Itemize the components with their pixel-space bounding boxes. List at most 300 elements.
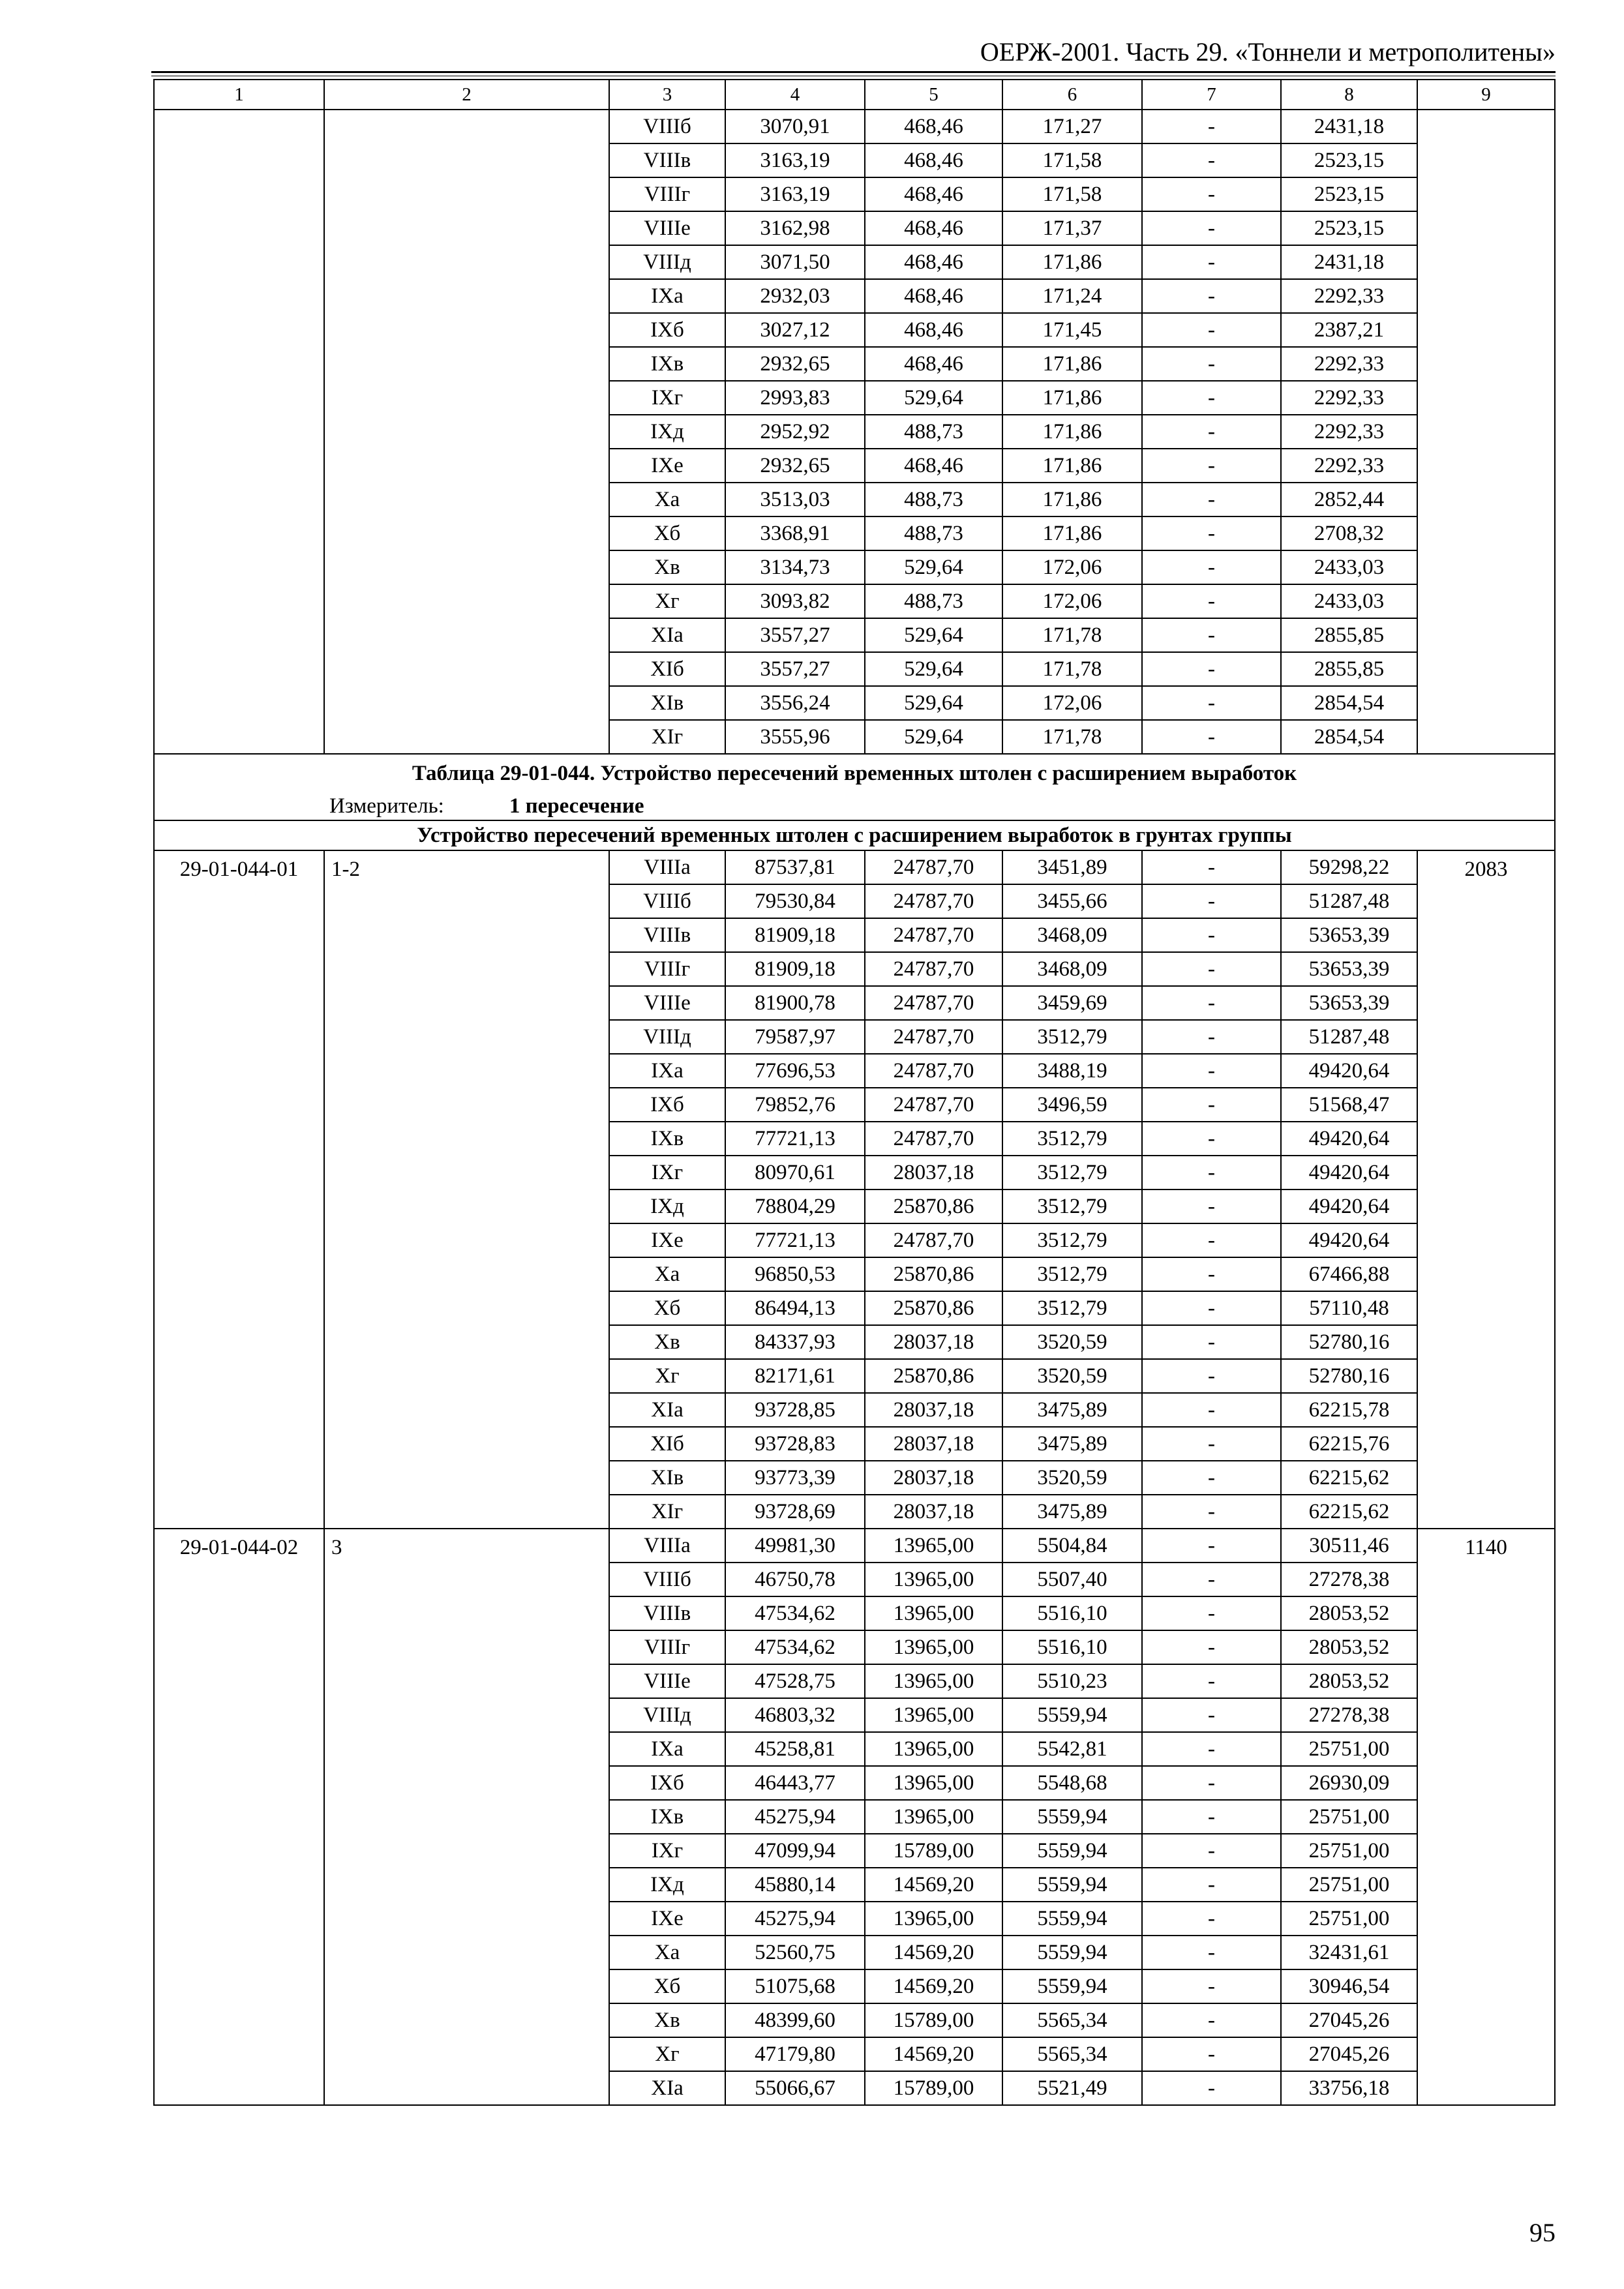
direct-costs-cell: 45258,81 xyxy=(725,1732,865,1766)
ground-class-cell: Xб xyxy=(609,516,725,550)
direct-costs-cell: 2952,92 xyxy=(725,415,865,449)
ground-class-cell: VIIIб xyxy=(609,110,725,143)
drivers-wages-cell: - xyxy=(1142,245,1281,279)
materials-cell: 53653,39 xyxy=(1281,918,1417,952)
drivers-wages-cell: - xyxy=(1142,884,1281,918)
materials-cell: 25751,00 xyxy=(1281,1834,1417,1868)
machinery-cell: 5510,23 xyxy=(1002,1664,1142,1698)
drivers-wages-cell: - xyxy=(1142,1122,1281,1156)
materials-cell: 2523,15 xyxy=(1281,211,1417,245)
machinery-cell: 171,78 xyxy=(1002,720,1142,754)
direct-costs-cell: 93728,85 xyxy=(725,1393,865,1427)
wages-cell: 13965,00 xyxy=(865,1732,1002,1766)
column-number-cell: 7 xyxy=(1142,80,1281,110)
direct-costs-cell: 77721,13 xyxy=(725,1122,865,1156)
materials-cell: 53653,39 xyxy=(1281,986,1417,1020)
direct-costs-cell: 2932,65 xyxy=(725,347,865,381)
header-rule-thick xyxy=(151,71,1556,73)
wages-cell: 24787,70 xyxy=(865,952,1002,986)
drivers-wages-cell: - xyxy=(1142,1834,1281,1868)
direct-costs-cell: 81909,18 xyxy=(725,952,865,986)
drivers-wages-cell: - xyxy=(1142,2003,1281,2037)
drivers-wages-cell: - xyxy=(1142,177,1281,211)
materials-cell: 2523,15 xyxy=(1281,143,1417,177)
materials-cell: 2854,54 xyxy=(1281,686,1417,720)
wages-cell: 468,46 xyxy=(865,211,1002,245)
machinery-cell: 3512,79 xyxy=(1002,1223,1142,1257)
machinery-cell: 3475,89 xyxy=(1002,1495,1142,1529)
machinery-cell: 5565,34 xyxy=(1002,2037,1142,2071)
materials-cell: 25751,00 xyxy=(1281,1902,1417,1936)
direct-costs-cell: 77696,53 xyxy=(725,1054,865,1088)
drivers-wages-cell: - xyxy=(1142,1529,1281,1563)
materials-cell: 30946,54 xyxy=(1281,1969,1417,2003)
drivers-wages-cell: - xyxy=(1142,1291,1281,1325)
materials-cell: 52780,16 xyxy=(1281,1325,1417,1359)
drivers-wages-cell: - xyxy=(1142,381,1281,415)
direct-costs-cell: 47534,62 xyxy=(725,1596,865,1630)
direct-costs-cell: 81900,78 xyxy=(725,986,865,1020)
ground-class-cell: Xа xyxy=(609,1936,725,1969)
ground-class-cell: VIIIб xyxy=(609,1563,725,1596)
machinery-cell: 3512,79 xyxy=(1002,1257,1142,1291)
direct-costs-cell: 45275,94 xyxy=(725,1800,865,1834)
materials-cell: 2292,33 xyxy=(1281,279,1417,313)
materials-cell: 25751,00 xyxy=(1281,1800,1417,1834)
ground-class-cell: IXб xyxy=(609,1088,725,1122)
machinery-cell: 171,58 xyxy=(1002,177,1142,211)
unit-value: 1 пересечение xyxy=(509,794,644,818)
direct-costs-cell: 93773,39 xyxy=(725,1461,865,1495)
ground-class-cell: XIг xyxy=(609,1495,725,1529)
table-title: Таблица 29-01-044. Устройство пересечений временных штолен с расширением выработок xyxy=(154,754,1555,792)
materials-cell: 2433,03 xyxy=(1281,550,1417,584)
ground-class-cell: XIв xyxy=(609,686,725,720)
wages-cell: 28037,18 xyxy=(865,1393,1002,1427)
wages-cell: 14569,20 xyxy=(865,1936,1002,1969)
ground-group-cell: 3 xyxy=(324,1529,609,2105)
direct-costs-cell: 87537,81 xyxy=(725,850,865,884)
ground-class-cell: VIIIа xyxy=(609,850,725,884)
machinery-cell: 172,06 xyxy=(1002,686,1142,720)
direct-costs-cell: 45880,14 xyxy=(725,1868,865,1902)
drivers-wages-cell: - xyxy=(1142,1630,1281,1664)
drivers-wages-cell: - xyxy=(1142,143,1281,177)
drivers-wages-cell: - xyxy=(1142,1800,1281,1834)
ground-class-cell: VIIIг xyxy=(609,177,725,211)
machinery-cell: 5565,34 xyxy=(1002,2003,1142,2037)
wages-cell: 14569,20 xyxy=(865,1868,1002,1902)
direct-costs-cell: 47528,75 xyxy=(725,1664,865,1698)
machinery-cell: 5516,10 xyxy=(1002,1630,1142,1664)
machinery-cell: 171,86 xyxy=(1002,381,1142,415)
ground-class-cell: Xа xyxy=(609,1257,725,1291)
direct-costs-cell: 3513,03 xyxy=(725,483,865,516)
materials-cell: 28053,52 xyxy=(1281,1596,1417,1630)
drivers-wages-cell: - xyxy=(1142,449,1281,483)
wages-cell: 24787,70 xyxy=(865,1054,1002,1088)
drivers-wages-cell: - xyxy=(1142,313,1281,347)
machinery-cell: 3512,79 xyxy=(1002,1291,1142,1325)
wages-cell: 468,46 xyxy=(865,347,1002,381)
column-number-cell: 6 xyxy=(1002,80,1142,110)
wages-cell: 13965,00 xyxy=(865,1563,1002,1596)
direct-costs-cell: 79587,97 xyxy=(725,1020,865,1054)
ground-class-cell: XIа xyxy=(609,2071,725,2105)
rates-table-body xyxy=(154,80,1555,2105)
machinery-cell: 171,86 xyxy=(1002,347,1142,381)
materials-cell: 2523,15 xyxy=(1281,177,1417,211)
drivers-wages-cell: - xyxy=(1142,2071,1281,2105)
direct-costs-cell: 78804,29 xyxy=(725,1189,865,1223)
ground-class-cell: Xг xyxy=(609,2037,725,2071)
rate-code-cell: 29-01-044-01 xyxy=(154,850,324,1529)
materials-cell: 53653,39 xyxy=(1281,952,1417,986)
ground-class-cell: Xв xyxy=(609,550,725,584)
direct-costs-cell: 2993,83 xyxy=(725,381,865,415)
labor-cell xyxy=(1417,110,1555,754)
materials-cell: 2433,03 xyxy=(1281,584,1417,618)
machinery-cell: 171,86 xyxy=(1002,415,1142,449)
direct-costs-cell: 55066,67 xyxy=(725,2071,865,2105)
drivers-wages-cell: - xyxy=(1142,1189,1281,1223)
direct-costs-cell: 52560,75 xyxy=(725,1936,865,1969)
machinery-cell: 172,06 xyxy=(1002,550,1142,584)
direct-costs-cell: 3163,19 xyxy=(725,177,865,211)
machinery-cell: 171,24 xyxy=(1002,279,1142,313)
direct-costs-cell: 3557,27 xyxy=(725,618,865,652)
running-header: ОЕРЖ-2001. Часть 29. «Тоннели и метрополитены» xyxy=(980,37,1556,67)
wages-cell: 25870,86 xyxy=(865,1189,1002,1223)
ground-class-cell: IXа xyxy=(609,1054,725,1088)
ground-class-cell: Xб xyxy=(609,1969,725,2003)
direct-costs-cell: 81909,18 xyxy=(725,918,865,952)
machinery-cell: 171,78 xyxy=(1002,652,1142,686)
direct-costs-cell: 48399,60 xyxy=(725,2003,865,2037)
drivers-wages-cell: - xyxy=(1142,1393,1281,1427)
wages-cell: 24787,70 xyxy=(865,1088,1002,1122)
wages-cell: 488,73 xyxy=(865,415,1002,449)
materials-cell: 33756,18 xyxy=(1281,2071,1417,2105)
ground-group-cell xyxy=(324,110,609,754)
direct-costs-cell: 96850,53 xyxy=(725,1257,865,1291)
machinery-cell: 5559,94 xyxy=(1002,1834,1142,1868)
materials-cell: 25751,00 xyxy=(1281,1732,1417,1766)
materials-cell: 2292,33 xyxy=(1281,347,1417,381)
ground-class-cell: XIб xyxy=(609,1427,725,1461)
drivers-wages-cell: - xyxy=(1142,1698,1281,1732)
drivers-wages-cell: - xyxy=(1142,918,1281,952)
materials-cell: 26930,09 xyxy=(1281,1766,1417,1800)
wages-cell: 529,64 xyxy=(865,720,1002,754)
machinery-cell: 5504,84 xyxy=(1002,1529,1142,1563)
ground-class-cell: IXа xyxy=(609,279,725,313)
labor-cell: 2083 xyxy=(1417,850,1555,1529)
machinery-cell: 3512,79 xyxy=(1002,1156,1142,1189)
ground-class-cell: VIIIа xyxy=(609,1529,725,1563)
machinery-cell: 3459,69 xyxy=(1002,986,1142,1020)
wages-cell: 14569,20 xyxy=(865,2037,1002,2071)
drivers-wages-cell: - xyxy=(1142,584,1281,618)
rate-code-cell: 29-01-044-02 xyxy=(154,1529,324,2105)
ground-class-cell: XIа xyxy=(609,1393,725,1427)
ground-class-cell: Xб xyxy=(609,1291,725,1325)
wages-cell: 24787,70 xyxy=(865,884,1002,918)
drivers-wages-cell: - xyxy=(1142,1461,1281,1495)
direct-costs-cell: 3163,19 xyxy=(725,143,865,177)
direct-costs-cell: 86494,13 xyxy=(725,1291,865,1325)
wages-cell: 468,46 xyxy=(865,143,1002,177)
materials-cell: 2431,18 xyxy=(1281,110,1417,143)
drivers-wages-cell: - xyxy=(1142,1223,1281,1257)
direct-costs-cell: 49981,30 xyxy=(725,1529,865,1563)
materials-cell: 25751,00 xyxy=(1281,1868,1417,1902)
ground-class-cell: IXд xyxy=(609,1868,725,1902)
drivers-wages-cell: - xyxy=(1142,1563,1281,1596)
materials-cell: 28053,52 xyxy=(1281,1664,1417,1698)
wages-cell: 24787,70 xyxy=(865,1020,1002,1054)
direct-costs-cell: 3557,27 xyxy=(725,652,865,686)
materials-cell: 51568,47 xyxy=(1281,1088,1417,1122)
ground-class-cell: IXв xyxy=(609,1122,725,1156)
materials-cell: 2431,18 xyxy=(1281,245,1417,279)
drivers-wages-cell: - xyxy=(1142,483,1281,516)
machinery-cell: 171,86 xyxy=(1002,516,1142,550)
column-number-cell: 5 xyxy=(865,80,1002,110)
table-row xyxy=(154,850,1555,884)
drivers-wages-cell: - xyxy=(1142,1969,1281,2003)
drivers-wages-cell: - xyxy=(1142,1868,1281,1902)
machinery-cell: 3488,19 xyxy=(1002,1054,1142,1088)
machinery-cell: 5548,68 xyxy=(1002,1766,1142,1800)
wages-cell: 529,64 xyxy=(865,381,1002,415)
machinery-cell: 171,86 xyxy=(1002,449,1142,483)
materials-cell: 2708,32 xyxy=(1281,516,1417,550)
materials-cell: 28053,52 xyxy=(1281,1630,1417,1664)
wages-cell: 13965,00 xyxy=(865,1698,1002,1732)
machinery-cell: 5559,94 xyxy=(1002,1868,1142,1902)
materials-cell: 62215,78 xyxy=(1281,1393,1417,1427)
drivers-wages-cell: - xyxy=(1142,652,1281,686)
machinery-cell: 3455,66 xyxy=(1002,884,1142,918)
wages-cell: 24787,70 xyxy=(865,1122,1002,1156)
machinery-cell: 5559,94 xyxy=(1002,1969,1142,2003)
wages-cell: 24787,70 xyxy=(865,1223,1002,1257)
machinery-cell: 3520,59 xyxy=(1002,1359,1142,1393)
materials-cell: 62215,62 xyxy=(1281,1461,1417,1495)
machinery-cell: 171,86 xyxy=(1002,245,1142,279)
wages-cell: 468,46 xyxy=(865,449,1002,483)
wages-cell: 468,46 xyxy=(865,279,1002,313)
labor-cell: 1140 xyxy=(1417,1529,1555,2105)
rates-table xyxy=(153,79,1556,2106)
column-number-cell: 1 xyxy=(154,80,324,110)
ground-class-cell: Xг xyxy=(609,584,725,618)
materials-cell: 49420,64 xyxy=(1281,1156,1417,1189)
direct-costs-cell: 77721,13 xyxy=(725,1223,865,1257)
materials-cell: 49420,64 xyxy=(1281,1223,1417,1257)
unit-row xyxy=(154,792,1555,820)
wages-cell: 28037,18 xyxy=(865,1325,1002,1359)
direct-costs-cell: 3071,50 xyxy=(725,245,865,279)
wages-cell: 529,64 xyxy=(865,618,1002,652)
direct-costs-cell: 3134,73 xyxy=(725,550,865,584)
machinery-cell: 5559,94 xyxy=(1002,1698,1142,1732)
ground-class-cell: IXд xyxy=(609,1189,725,1223)
ground-class-cell: IXе xyxy=(609,1902,725,1936)
machinery-cell: 172,06 xyxy=(1002,584,1142,618)
wages-cell: 468,46 xyxy=(865,110,1002,143)
drivers-wages-cell: - xyxy=(1142,986,1281,1020)
machinery-cell: 171,37 xyxy=(1002,211,1142,245)
ground-class-cell: VIIIг xyxy=(609,1630,725,1664)
table-row xyxy=(154,110,1555,143)
table-row xyxy=(154,1529,1555,1563)
ground-class-cell: VIIIд xyxy=(609,1698,725,1732)
drivers-wages-cell: - xyxy=(1142,1766,1281,1800)
drivers-wages-cell: - xyxy=(1142,1936,1281,1969)
direct-costs-cell: 84337,93 xyxy=(725,1325,865,1359)
drivers-wages-cell: - xyxy=(1142,1596,1281,1630)
drivers-wages-cell: - xyxy=(1142,1359,1281,1393)
materials-cell: 30511,46 xyxy=(1281,1529,1417,1563)
machinery-cell: 5559,94 xyxy=(1002,1800,1142,1834)
machinery-cell: 3451,89 xyxy=(1002,850,1142,884)
machinery-cell: 5559,94 xyxy=(1002,1936,1142,1969)
ground-class-cell: XIг xyxy=(609,720,725,754)
direct-costs-cell: 93728,69 xyxy=(725,1495,865,1529)
materials-cell: 2292,33 xyxy=(1281,449,1417,483)
machinery-cell: 3475,89 xyxy=(1002,1427,1142,1461)
drivers-wages-cell: - xyxy=(1142,1088,1281,1122)
materials-cell: 62215,76 xyxy=(1281,1427,1417,1461)
materials-cell: 59298,22 xyxy=(1281,850,1417,884)
ground-class-cell: IXа xyxy=(609,1732,725,1766)
materials-cell: 49420,64 xyxy=(1281,1189,1417,1223)
drivers-wages-cell: - xyxy=(1142,1902,1281,1936)
direct-costs-cell: 93728,83 xyxy=(725,1427,865,1461)
materials-cell: 67466,88 xyxy=(1281,1257,1417,1291)
wages-cell: 13965,00 xyxy=(865,1664,1002,1698)
ground-class-cell: VIIIе xyxy=(609,1664,725,1698)
drivers-wages-cell: - xyxy=(1142,1020,1281,1054)
ground-class-cell: Xв xyxy=(609,1325,725,1359)
wages-cell: 468,46 xyxy=(865,245,1002,279)
direct-costs-cell: 3027,12 xyxy=(725,313,865,347)
materials-cell: 2852,44 xyxy=(1281,483,1417,516)
machinery-cell: 3475,89 xyxy=(1002,1393,1142,1427)
ground-class-cell: VIIIе xyxy=(609,211,725,245)
wages-cell: 529,64 xyxy=(865,652,1002,686)
ground-class-cell: IXб xyxy=(609,1766,725,1800)
ground-class-cell: Xг xyxy=(609,1359,725,1393)
direct-costs-cell: 3368,91 xyxy=(725,516,865,550)
materials-cell: 51287,48 xyxy=(1281,1020,1417,1054)
drivers-wages-cell: - xyxy=(1142,1427,1281,1461)
direct-costs-cell: 45275,94 xyxy=(725,1902,865,1936)
machinery-cell: 3468,09 xyxy=(1002,952,1142,986)
wages-cell: 14569,20 xyxy=(865,1969,1002,2003)
materials-cell: 2854,54 xyxy=(1281,720,1417,754)
wages-cell: 13965,00 xyxy=(865,1766,1002,1800)
wages-cell: 28037,18 xyxy=(865,1495,1002,1529)
ground-class-cell: IXе xyxy=(609,449,725,483)
unit-cell xyxy=(154,792,1555,820)
drivers-wages-cell: - xyxy=(1142,850,1281,884)
machinery-cell: 3512,79 xyxy=(1002,1189,1142,1223)
column-number-cell: 2 xyxy=(324,80,609,110)
wages-cell: 25870,86 xyxy=(865,1359,1002,1393)
page-number: 95 xyxy=(1529,2218,1556,2247)
materials-cell: 2292,33 xyxy=(1281,381,1417,415)
ground-class-cell: Xв xyxy=(609,2003,725,2037)
direct-costs-cell: 3555,96 xyxy=(725,720,865,754)
drivers-wages-cell: - xyxy=(1142,1325,1281,1359)
wages-cell: 13965,00 xyxy=(865,1902,1002,1936)
wages-cell: 488,73 xyxy=(865,483,1002,516)
machinery-cell: 5542,81 xyxy=(1002,1732,1142,1766)
machinery-cell: 3520,59 xyxy=(1002,1325,1142,1359)
direct-costs-cell: 3070,91 xyxy=(725,110,865,143)
machinery-cell: 5559,94 xyxy=(1002,1902,1142,1936)
materials-cell: 49420,64 xyxy=(1281,1122,1417,1156)
direct-costs-cell: 46803,32 xyxy=(725,1698,865,1732)
ground-class-cell: VIIIд xyxy=(609,245,725,279)
ground-class-cell: VIIIв xyxy=(609,1596,725,1630)
direct-costs-cell: 47099,94 xyxy=(725,1834,865,1868)
wages-cell: 15789,00 xyxy=(865,2071,1002,2105)
drivers-wages-cell: - xyxy=(1142,1054,1281,1088)
drivers-wages-cell: - xyxy=(1142,2037,1281,2071)
wages-cell: 24787,70 xyxy=(865,918,1002,952)
materials-cell: 32431,61 xyxy=(1281,1936,1417,1969)
materials-cell: 57110,48 xyxy=(1281,1291,1417,1325)
ground-class-cell: VIIIв xyxy=(609,143,725,177)
direct-costs-cell: 46750,78 xyxy=(725,1563,865,1596)
drivers-wages-cell: - xyxy=(1142,550,1281,584)
wages-cell: 468,46 xyxy=(865,177,1002,211)
drivers-wages-cell: - xyxy=(1142,279,1281,313)
materials-cell: 27045,26 xyxy=(1281,2037,1417,2071)
drivers-wages-cell: - xyxy=(1142,1495,1281,1529)
drivers-wages-cell: - xyxy=(1142,720,1281,754)
table-title-row xyxy=(154,754,1555,792)
direct-costs-cell: 51075,68 xyxy=(725,1969,865,2003)
direct-costs-cell: 47534,62 xyxy=(725,1630,865,1664)
ground-class-cell: XIа xyxy=(609,618,725,652)
unit-label: Измеритель: xyxy=(329,794,444,818)
section-heading-row xyxy=(154,820,1555,850)
ground-class-cell: Xа xyxy=(609,483,725,516)
wages-cell: 28037,18 xyxy=(865,1427,1002,1461)
direct-costs-cell: 2932,03 xyxy=(725,279,865,313)
drivers-wages-cell: - xyxy=(1142,110,1281,143)
ground-class-cell: IXб xyxy=(609,313,725,347)
drivers-wages-cell: - xyxy=(1142,1664,1281,1698)
direct-costs-cell: 3556,24 xyxy=(725,686,865,720)
wages-cell: 13965,00 xyxy=(865,1800,1002,1834)
direct-costs-cell: 3093,82 xyxy=(725,584,865,618)
ground-class-cell: IXд xyxy=(609,415,725,449)
materials-cell: 2387,21 xyxy=(1281,313,1417,347)
direct-costs-cell: 79530,84 xyxy=(725,884,865,918)
machinery-cell: 3512,79 xyxy=(1002,1122,1142,1156)
wages-cell: 15789,00 xyxy=(865,2003,1002,2037)
drivers-wages-cell: - xyxy=(1142,618,1281,652)
drivers-wages-cell: - xyxy=(1142,415,1281,449)
wages-cell: 25870,86 xyxy=(865,1291,1002,1325)
machinery-cell: 171,27 xyxy=(1002,110,1142,143)
